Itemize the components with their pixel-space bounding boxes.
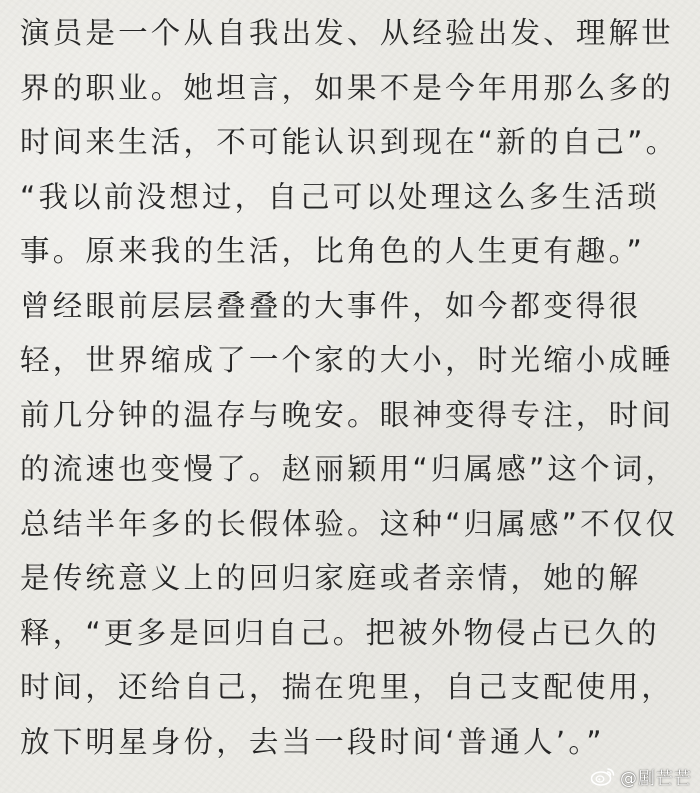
article-text [20,6,692,769]
text-line: 事。原来我的生活，比角色的人生更有趣。” [20,234,646,268]
watermark-text: @剧芒芒 [620,768,692,789]
text-line: 界的职业。她坦言，如果不是今年用那么多的 [20,70,675,105]
text-line: 放下明星身份，去当一段时间‘普通人’。” [20,724,605,759]
text-line: 时间来生活，不可能认识到现在“新的自己”。 [20,125,679,159]
text-line: 的流速也变慢了。赵丽颖用“归属感”这个词， [20,452,679,486]
text-line: “我以前没想过，自己可以处理这么多生活琐 [20,179,660,214]
text-line: 轻，世界缩成了一个家的大小，时光缩小成睡 [20,343,675,377]
text-line: 曾经眼前层层叠叠的大事件，如今都变得很 [20,288,642,323]
text-line: 前几分钟的温存与晚安。眼神变得专注，时间 [20,397,675,432]
weibo-icon [590,766,616,786]
text-line: 时间，还给自己，揣在兜里，自己支配使用， [20,670,675,704]
text-line: 演员是一个从自我出发、从经验出发、理解世 [20,16,675,50]
text-line: 是传统意义上的回归家庭或者亲情，她的解 [20,561,642,595]
text-line: 释，“更多是回归自己。把被外物侵占已久的 [20,615,660,650]
text-line: 总结半年多的长假体验。这种“归属感”不仅仅 [20,506,679,541]
watermark [590,763,692,789]
